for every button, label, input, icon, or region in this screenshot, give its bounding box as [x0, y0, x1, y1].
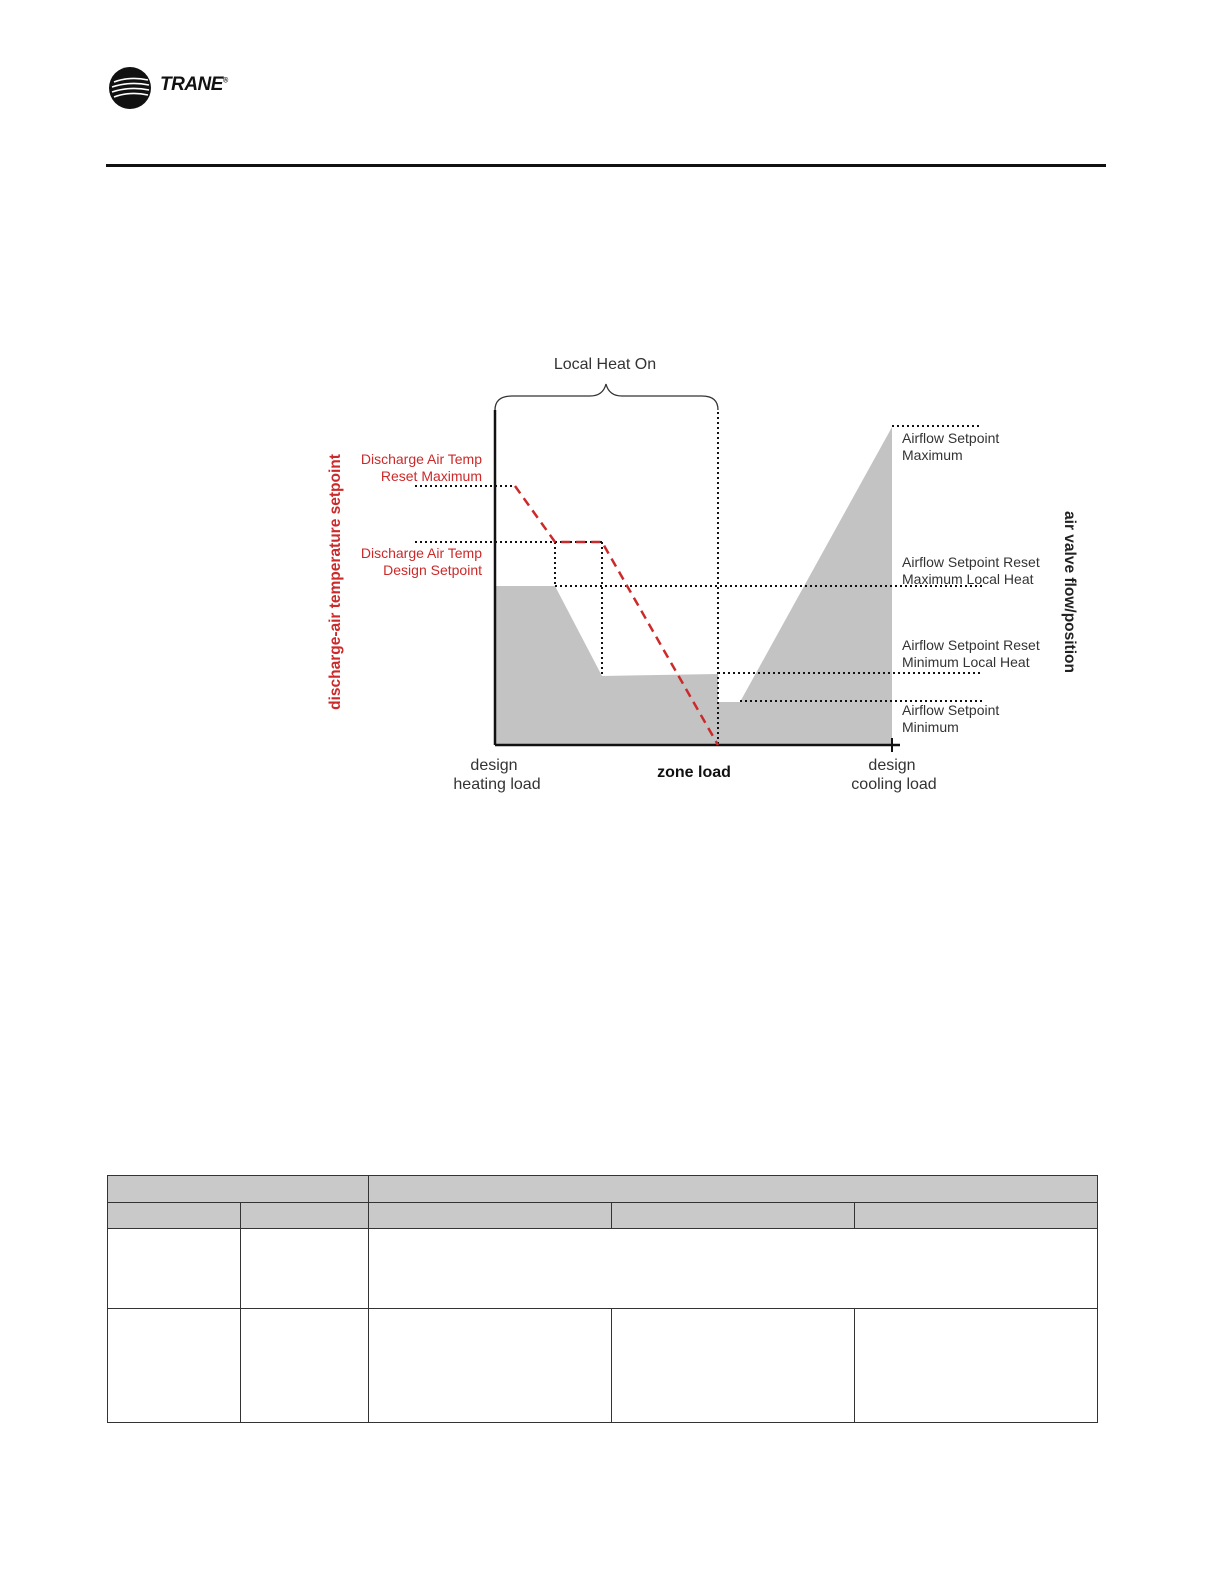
- table-header-row: [108, 1176, 1098, 1203]
- airflow-area: [495, 427, 892, 745]
- left-label-reset-max-2: Reset Maximum: [380, 468, 482, 484]
- table-header-cell: [241, 1203, 369, 1229]
- x-right-tick-2: cooling load: [851, 776, 937, 793]
- bracket-label: Local Heat On: [553, 356, 657, 373]
- table-header-cell: [612, 1203, 855, 1229]
- table-row: [108, 1309, 1098, 1423]
- x-left-tick-2: heating load: [453, 776, 541, 793]
- left-axis-title: discharge-air temperature setpoint: [327, 454, 344, 710]
- right-label-airflow-min-2: Minimum: [902, 719, 959, 735]
- left-label-design-sp-1: Discharge Air Temp: [360, 545, 482, 561]
- right-label-reset-min-local-1: Airflow Setpoint Reset: [902, 637, 1040, 653]
- x-left-tick-1: design: [470, 757, 518, 774]
- data-table: [107, 1175, 1098, 1423]
- right-label-airflow-min-1: Airflow Setpoint: [902, 702, 1000, 718]
- table-row: [108, 1229, 1098, 1309]
- table-cell: [612, 1309, 855, 1423]
- table-cell: [108, 1229, 241, 1309]
- table-header-cell: [369, 1203, 612, 1229]
- trane-globe-icon: [108, 66, 152, 110]
- right-label-reset-max-local-2: Maximum Local Heat: [902, 571, 1034, 587]
- table-cell: [369, 1229, 1098, 1309]
- table-subheader-row: [108, 1203, 1098, 1229]
- right-label-reset-min-local-2: Minimum Local Heat: [902, 654, 1030, 670]
- airflow-discharge-diagram: [300, 340, 1120, 810]
- table-cell: [241, 1309, 369, 1423]
- trane-logo: [108, 66, 248, 110]
- table-header-cell: [369, 1176, 1098, 1203]
- brand-name: TRANE®: [160, 74, 228, 95]
- x-axis-title: zone load: [657, 764, 731, 781]
- left-label-design-sp-2: Design Setpoint: [383, 562, 482, 578]
- right-label-airflow-max-2: Maximum: [902, 447, 963, 463]
- table-header-cell: [108, 1176, 369, 1203]
- right-label-airflow-max-1: Airflow Setpoint: [902, 430, 1000, 446]
- table-cell: [108, 1309, 241, 1423]
- header-rule: [106, 164, 1106, 167]
- x-right-tick-1: design: [868, 757, 916, 774]
- registered-mark: ®: [222, 77, 228, 85]
- table-header-cell: [108, 1203, 241, 1229]
- table-cell: [241, 1229, 369, 1309]
- table-header-cell: [855, 1203, 1098, 1229]
- right-axis-title: air valve flow/position: [1061, 511, 1078, 673]
- right-label-reset-max-local-1: Airflow Setpoint Reset: [902, 554, 1040, 570]
- local-heat-brace: [495, 384, 718, 410]
- diagram-svg: [300, 340, 1120, 810]
- left-label-reset-max-1: Discharge Air Temp: [360, 451, 482, 467]
- table-cell: [855, 1309, 1098, 1423]
- table-cell: [369, 1309, 612, 1423]
